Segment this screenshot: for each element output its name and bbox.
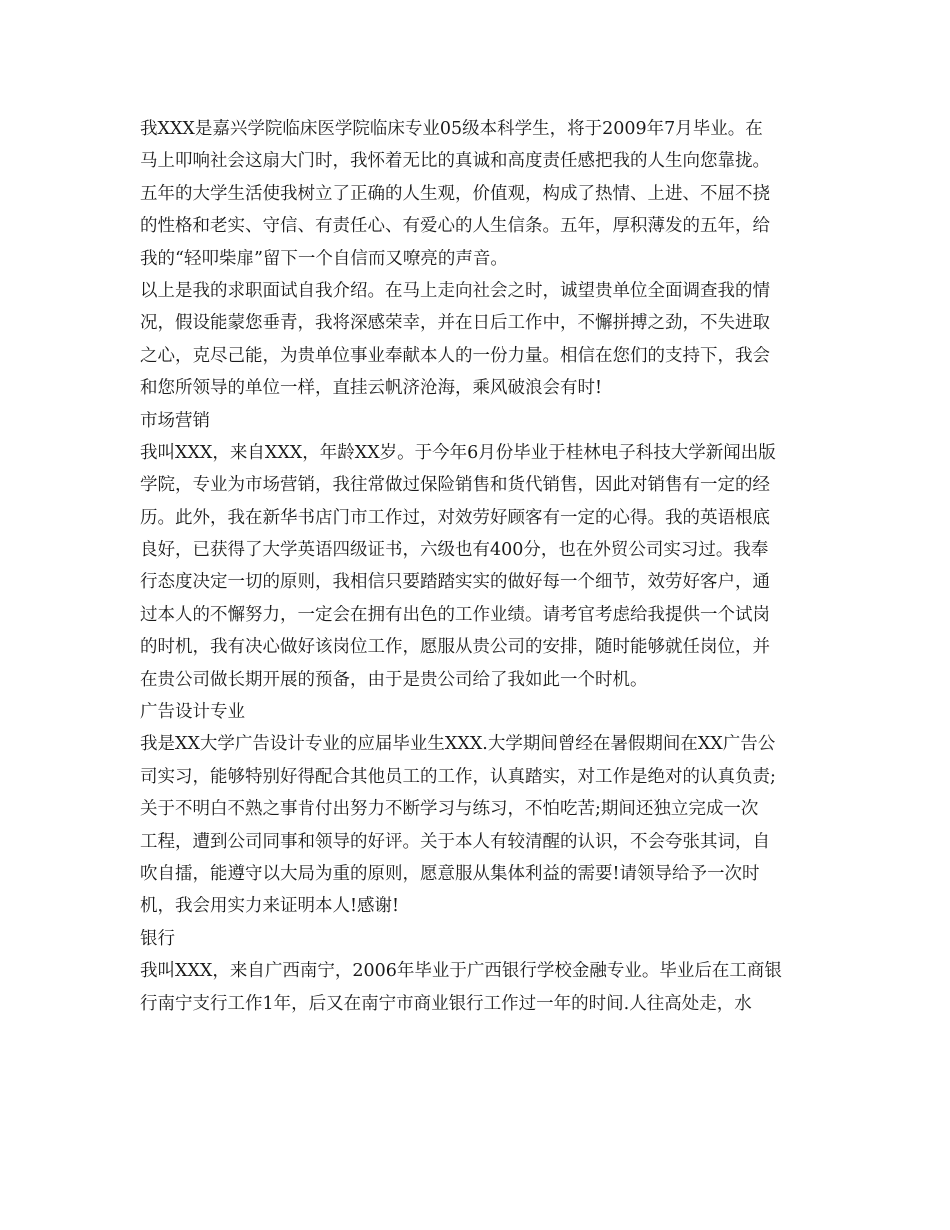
text-line: 行态度决定一切的原则，我相信只要踏踏实实的做好每一个细节，效劳好客户，通	[140, 572, 770, 593]
text-line: 我的“轻叩柴扉”留下一个自信而又嘹亮的声音。	[140, 248, 508, 269]
text-line: 的性格和老实、守信、有责任心、有爱心的人生信条。五年，厚积薄发的五年，给	[140, 216, 770, 237]
document-page	[140, 113, 820, 1020]
section-heading: 市场营销	[140, 410, 210, 431]
text-line: 我是XX大学广告设计专业的应届毕业生XXX.大学期间曾经在暑假期间在XX广告公	[140, 734, 776, 755]
text-line: 五年的大学生活使我树立了正确的人生观，价值观，构成了热情、上进、不屈不挠	[140, 183, 770, 204]
text-line: 以上是我的求职面试自我介绍。在马上走向社会之时，诚望贵单位全面调查我的情	[140, 280, 770, 301]
text-line: 况，假设能蒙您垂青，我将深感荣幸，并在日后工作中，不懈拼搏之劲，不失进取	[140, 313, 770, 334]
document-body	[140, 113, 820, 1020]
text-line: 和您所领导的单位一样，直挂云帆济沧海，乘风破浪会有时!	[140, 378, 603, 399]
text-line: 吹自擂，能遵守以大局为重的原则，愿意服从集体利益的需要!请领导给予一次时	[140, 863, 760, 884]
text-line: 我叫XXX，来自广西南宁，2006年毕业于广西银行学校金融专业。毕业后在工商银	[140, 961, 782, 982]
text-line: 过本人的不懈努力，一定会在拥有出色的工作业绩。请考官考虑给我提供一个试岗	[140, 604, 770, 625]
text-line: 之心，克尽己能，为贵单位事业奉献本人的一份力量。相信在您们的支持下，我会	[140, 345, 770, 366]
text-line: 良好，已获得了大学英语四级证书，六级也有400分，也在外贸公司实习过。我奉	[140, 540, 769, 561]
text-line: 我叫XXX，来自XXX，年龄XX岁。于今年6月份毕业于桂林电子科技大学新闻出版	[140, 442, 776, 463]
text-line: 学院，专业为市场营销，我往常做过保险销售和货代销售，因此对销售有一定的经	[140, 475, 770, 496]
text-line: 行南宁支行工作1年，后又在南宁市商业银行工作过一年的时间.人往高处走，水	[140, 993, 752, 1014]
text-line: 司实习，能够特别好得配合其他员工的工作，认真踏实，对工作是绝对的认真负责;	[140, 766, 776, 787]
text-line: 机，我会用实力来证明本人!感谢!	[140, 896, 400, 917]
text-line: 在贵公司做长期开展的预备，由于是贵公司给了我如此一个时机。	[140, 669, 648, 690]
section-heading: 银行	[140, 928, 175, 949]
text-line: 的时机，我有决心做好该岗位工作，愿服从贵公司的安排，随时能够就任岗位，并	[140, 637, 770, 658]
text-line: 关于不明白不熟之事肯付出努力不断学习与练习，不怕吃苦;期间还独立完成一次	[140, 799, 759, 820]
text-line: 工程，遭到公司同事和领导的好评。关于本人有较清醒的认识，不会夸张其词，自	[140, 831, 770, 852]
text-line: 我XXX是嘉兴学院临床医学院临床专业05级本科学生，将于2009年7月毕业。在	[140, 119, 763, 139]
text-line: 历。此外，我在新华书店门市工作过，对效劳好顾客有一定的心得。我的英语根底	[140, 507, 770, 528]
section-heading: 广告设计专业	[140, 702, 245, 723]
text-line: 马上叩响社会这扇大门时，我怀着无比的真诚和高度责任感把我的人生向您靠拢。	[140, 151, 770, 172]
